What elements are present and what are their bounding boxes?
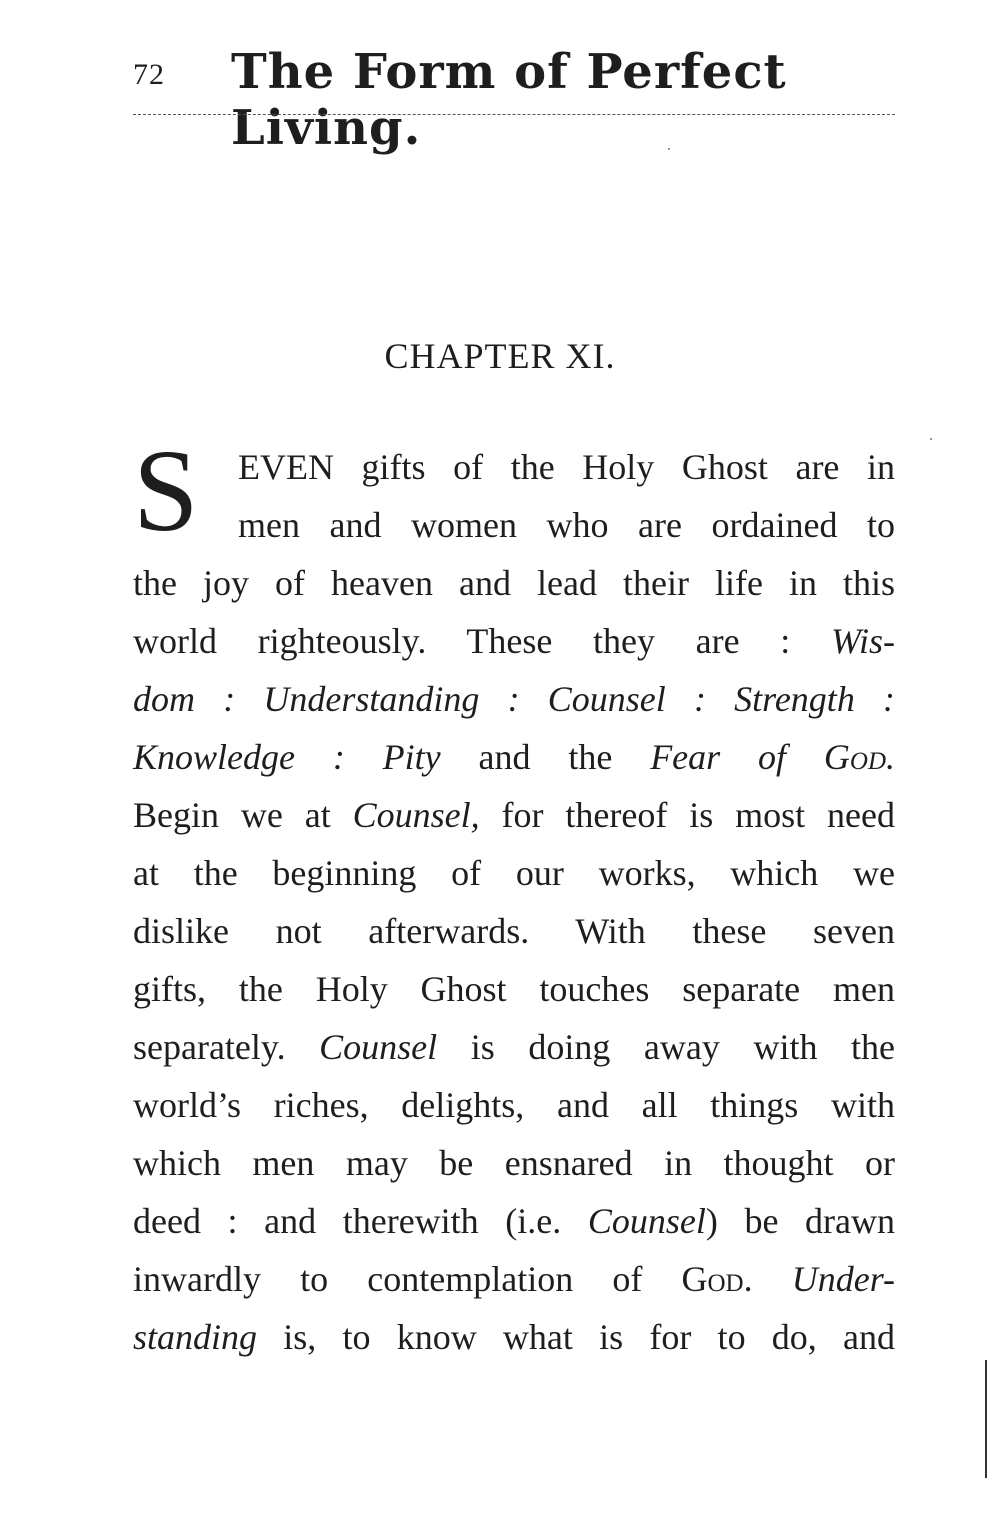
- text-line: [133, 1076, 895, 1134]
- text-segment: which men may be ensnared in thought or: [133, 1143, 895, 1183]
- chapter-title: CHAPTER XI.: [384, 336, 616, 376]
- text-line: [133, 728, 895, 786]
- text-segment: for thereof is most need: [479, 795, 895, 835]
- scan-speck: [668, 148, 670, 150]
- text-segment: Knowledge : Pity: [133, 737, 441, 777]
- scan-edge-mark: [985, 1360, 987, 1478]
- text-segment: Under-: [791, 1259, 896, 1299]
- running-head: [133, 40, 895, 156]
- text-segment: and the: [440, 737, 651, 777]
- text-segment: the joy of heaven and lead their life in this: [133, 563, 895, 603]
- text-line: [133, 902, 895, 960]
- scan-speck: [930, 438, 932, 440]
- text-segment: gifts, the Holy Ghost touches separate men: [133, 969, 895, 1009]
- text-segment: world’s riches, delights, and all things with: [133, 1085, 895, 1125]
- text-segment: deed : and therewith (i.e.: [133, 1201, 588, 1241]
- text-segment: Wis-: [830, 621, 895, 661]
- text-line: [133, 612, 895, 670]
- header-rule: [133, 114, 895, 115]
- text-segment: is doing away with the: [437, 1027, 896, 1067]
- text-segment: at the beginning of our works, which we: [133, 853, 895, 893]
- text-line: [133, 844, 895, 902]
- text-line: [133, 786, 895, 844]
- text-line: [133, 496, 895, 554]
- text-segment: standing: [133, 1317, 258, 1357]
- text-line: [133, 1134, 895, 1192]
- text-segment: men and women who are ordained to: [238, 505, 895, 545]
- text-segment: Counsel: [319, 1027, 438, 1067]
- running-title: The Form of Perfect Living.: [231, 44, 787, 156]
- text-line: [133, 1250, 895, 1308]
- page-number: 72: [133, 58, 165, 91]
- text-segment: Counsel: [587, 1201, 706, 1241]
- text-line: [133, 670, 895, 728]
- body-text: [133, 438, 895, 1366]
- text-segment: separately.: [133, 1027, 320, 1067]
- text-segment: dislike not afterwards. With these seven: [133, 911, 895, 951]
- text-segment: ) be drawn: [705, 1201, 896, 1241]
- text-segment: God.: [823, 737, 895, 777]
- drop-cap: S: [133, 425, 199, 556]
- text-segment: [753, 1259, 792, 1299]
- text-segment: EVEN gifts of the Holy Ghost are in: [238, 447, 895, 487]
- text-segment: is, to know what is for to do, and: [257, 1317, 895, 1357]
- text-segment: Counsel,: [352, 795, 480, 835]
- text-segment: Fear of: [650, 737, 824, 777]
- text-segment: God.: [681, 1259, 753, 1299]
- text-line: [133, 960, 895, 1018]
- text-segment: inwardly to contemplation of: [133, 1259, 682, 1299]
- text-segment: dom : Understanding : Counsel : Strength :: [133, 679, 895, 719]
- text-line: [133, 1192, 895, 1250]
- text-segment: world righteously. These they are :: [133, 621, 831, 661]
- text-segment: Begin we at: [133, 795, 353, 835]
- text-line: [133, 1308, 895, 1366]
- text-line: [133, 438, 895, 496]
- text-line: [133, 554, 895, 612]
- text-line: [133, 1018, 895, 1076]
